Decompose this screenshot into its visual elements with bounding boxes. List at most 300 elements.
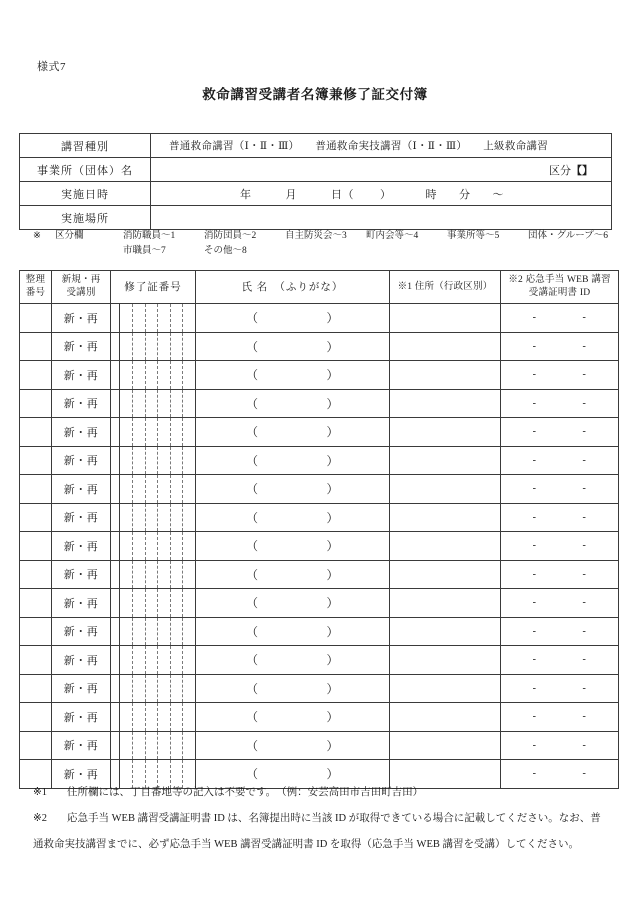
webid-dash-2: -	[582, 397, 587, 409]
roster-cell-webid-separators	[533, 312, 587, 323]
roster-cell-type[interactable]	[52, 332, 111, 361]
roster-cell-address[interactable]	[390, 731, 501, 760]
name-paren-open: （	[245, 767, 259, 782]
cert-grid-dashed-divider	[182, 361, 183, 389]
footnote-1-mark: ※1	[33, 787, 48, 798]
roster-cell-webid[interactable]	[501, 446, 619, 475]
roster-cell-name-furigana	[246, 338, 339, 355]
roster-cell-name[interactable]	[196, 617, 390, 646]
name-paren-open: （	[245, 710, 259, 725]
roster-cell-cert-number[interactable]	[111, 446, 196, 475]
name-paren-close: ）	[326, 567, 340, 582]
roster-cell-no[interactable]	[20, 446, 52, 475]
roster-cell-no[interactable]	[20, 418, 52, 447]
roster-cell-name[interactable]	[196, 418, 390, 447]
roster-cell-address[interactable]	[390, 646, 501, 675]
cert-grid-dashed-divider	[132, 561, 133, 589]
cert-grid-solid-divider	[119, 732, 120, 760]
webid-dash-2: -	[582, 739, 587, 751]
roster-cell-webid[interactable]	[501, 503, 619, 532]
cert-grid-dashed-divider	[170, 589, 171, 617]
webid-dash-2: -	[582, 369, 587, 381]
roster-cell-webid-separators	[533, 341, 587, 352]
roster-table-body	[20, 304, 619, 789]
roster-table	[19, 270, 619, 789]
cert-number-grid	[111, 732, 195, 760]
roster-cell-type[interactable]	[52, 503, 111, 532]
roster-cell-type[interactable]	[52, 674, 111, 703]
roster-cell-name[interactable]	[196, 503, 390, 532]
cert-grid-dashed-divider	[170, 675, 171, 703]
cert-grid-solid-divider	[119, 703, 120, 731]
datetime-month: 月	[285, 188, 297, 201]
header-label-datetime: 実施日時	[20, 182, 151, 206]
roster-cell-address[interactable]	[390, 304, 501, 333]
roster-cell-no[interactable]	[20, 389, 52, 418]
cert-grid-solid-divider	[119, 618, 120, 646]
roster-cell-webid-separators	[533, 369, 587, 380]
datetime-minute: 分	[459, 188, 471, 201]
kubun-legend-item-7: 市職員～7	[123, 246, 166, 256]
name-paren-close: ）	[326, 624, 340, 639]
roster-col-header-no	[20, 271, 52, 304]
roster-cell-name-furigana	[246, 423, 339, 440]
footnote-1	[33, 780, 603, 806]
course-type-option-1[interactable]: 普通救命講習（Ⅰ・Ⅱ・Ⅲ）	[169, 141, 300, 152]
cert-grid-dashed-divider	[170, 475, 171, 503]
roster-cell-no[interactable]	[20, 674, 52, 703]
cert-grid-dashed-divider	[157, 589, 158, 617]
roster-cell-address[interactable]	[390, 361, 501, 390]
name-paren-close: ）	[326, 596, 340, 611]
roster-cell-webid-separators	[533, 398, 587, 409]
cert-grid-dashed-divider	[170, 561, 171, 589]
name-paren-open: （	[245, 567, 259, 582]
roster-col-header-no-line1: 整理	[25, 275, 46, 285]
roster-cell-no[interactable]	[20, 332, 52, 361]
table-row	[20, 446, 619, 475]
roster-cell-no[interactable]	[20, 646, 52, 675]
kubun-legend-item-3: 自主防災会～3	[285, 231, 347, 241]
name-paren-close: ）	[326, 539, 340, 554]
roster-cell-type-label: 新・再	[63, 768, 99, 781]
roster-cell-webid[interactable]	[501, 560, 619, 589]
roster-cell-address[interactable]	[390, 703, 501, 732]
roster-cell-webid[interactable]	[501, 731, 619, 760]
roster-cell-name[interactable]	[196, 389, 390, 418]
roster-cell-cert-number[interactable]	[111, 475, 196, 504]
cert-grid-dashed-divider	[182, 561, 183, 589]
roster-cell-type-label: 新・再	[63, 626, 99, 639]
roster-cell-cert-number[interactable]	[111, 560, 196, 589]
roster-cell-cert-number[interactable]	[111, 589, 196, 618]
cert-grid-solid-divider	[119, 504, 120, 532]
roster-cell-webid[interactable]	[501, 532, 619, 561]
cert-grid-dashed-divider	[145, 447, 146, 475]
footnote-1-text: 住所欄には、丁目番地等の記入は不要です。 （例：安芸高田市吉田町吉田）	[67, 787, 424, 798]
webid-dash-1: -	[532, 483, 537, 495]
cert-number-grid	[111, 703, 195, 731]
cert-grid-dashed-divider	[182, 675, 183, 703]
roster-cell-name-furigana	[246, 623, 339, 640]
roster-cell-webid-separators	[533, 512, 587, 523]
roster-cell-webid-separators	[533, 683, 587, 694]
table-row	[20, 418, 619, 447]
header-row-organization	[20, 158, 612, 182]
roster-cell-webid-separators	[533, 426, 587, 437]
roster-cell-name[interactable]	[196, 589, 390, 618]
cert-grid-dashed-divider	[132, 732, 133, 760]
roster-cell-cert-number[interactable]	[111, 332, 196, 361]
roster-table-head	[20, 271, 619, 304]
cert-grid-dashed-divider	[132, 361, 133, 389]
footnotes	[33, 780, 603, 858]
roster-cell-type-label: 新・再	[63, 597, 99, 610]
table-row	[20, 646, 619, 675]
roster-cell-no[interactable]	[20, 703, 52, 732]
roster-cell-name-furigana	[246, 651, 339, 668]
roster-cell-name-furigana	[246, 395, 339, 412]
name-paren-open: （	[245, 453, 259, 468]
roster-cell-name[interactable]	[196, 361, 390, 390]
roster-cell-address[interactable]	[390, 617, 501, 646]
roster-cell-address[interactable]	[390, 332, 501, 361]
datetime-weekday-close: ）	[380, 188, 392, 201]
webid-dash-2: -	[582, 340, 587, 352]
cert-grid-dashed-divider	[182, 732, 183, 760]
roster-col-header-webid-line1: ※2 応急手当 WEB 講習	[508, 275, 611, 285]
roster-cell-webid[interactable]	[501, 332, 619, 361]
cert-number-grid	[111, 646, 195, 674]
name-paren-open: （	[245, 681, 259, 696]
cert-grid-dashed-divider	[132, 390, 133, 418]
roster-cell-address[interactable]	[390, 446, 501, 475]
roster-cell-type[interactable]	[52, 446, 111, 475]
kubun-field[interactable]	[549, 162, 593, 178]
roster-cell-webid[interactable]	[501, 589, 619, 618]
roster-cell-address[interactable]	[390, 560, 501, 589]
roster-cell-type[interactable]	[52, 418, 111, 447]
footnote-2	[33, 806, 603, 858]
header-row-datetime	[20, 182, 612, 206]
name-paren-close: ）	[326, 738, 340, 753]
cert-grid-dashed-divider	[145, 504, 146, 532]
kubun-legend-mark: ※	[33, 231, 41, 241]
cert-grid-solid-divider	[119, 447, 120, 475]
header-value-course-type[interactable]	[151, 134, 612, 158]
datetime-hour: 時	[425, 188, 437, 201]
course-type-option-2[interactable]: 普通救命実技講習（Ⅰ・Ⅱ・Ⅲ）	[315, 141, 468, 152]
roster-cell-cert-number[interactable]	[111, 532, 196, 561]
name-paren-close: ）	[326, 510, 340, 525]
roster-cell-webid-separators	[533, 654, 587, 665]
kubun-close-bracket: 】	[582, 164, 593, 177]
kubun-legend-item-2: 消防団員～2	[204, 231, 257, 241]
course-type-option-3[interactable]: 上級救命講習	[483, 141, 549, 152]
roster-cell-no[interactable]	[20, 560, 52, 589]
roster-cell-type-label: 新・再	[63, 483, 99, 496]
roster-cell-address[interactable]	[390, 475, 501, 504]
kubun-open-bracket: 【	[571, 164, 582, 177]
header-row-location	[20, 206, 612, 230]
cert-grid-dashed-divider	[145, 618, 146, 646]
webid-dash-2: -	[582, 511, 587, 523]
webid-dash-1: -	[532, 369, 537, 381]
cert-grid-dashed-divider	[182, 646, 183, 674]
cert-grid-dashed-divider	[170, 333, 171, 361]
roster-cell-name-furigana	[246, 452, 339, 469]
roster-cell-name[interactable]	[196, 560, 390, 589]
cert-number-grid	[111, 475, 195, 503]
name-paren-close: ）	[326, 339, 340, 354]
cert-grid-dashed-divider	[157, 561, 158, 589]
webid-dash-1: -	[532, 312, 537, 324]
roster-cell-type[interactable]	[52, 617, 111, 646]
roster-cell-no[interactable]	[20, 617, 52, 646]
roster-cell-address[interactable]	[390, 418, 501, 447]
table-row	[20, 731, 619, 760]
roster-cell-no[interactable]	[20, 503, 52, 532]
page-title: 救命講習受講者名簿兼修了証交付簿	[202, 87, 428, 102]
cert-grid-solid-divider	[119, 475, 120, 503]
roster-cell-type[interactable]	[52, 703, 111, 732]
roster-cell-webid[interactable]	[501, 475, 619, 504]
cert-grid-solid-divider	[119, 361, 120, 389]
roster-cell-no[interactable]	[20, 304, 52, 333]
roster-cell-cert-number[interactable]	[111, 389, 196, 418]
kubun-label: 区分	[549, 164, 571, 177]
cert-grid-dashed-divider	[182, 532, 183, 560]
roster-cell-name[interactable]	[196, 703, 390, 732]
roster-col-header-address: ※1 住所（行政区別）	[390, 271, 501, 304]
datetime-tilde: ～	[492, 188, 504, 201]
datetime-day: 日	[331, 188, 343, 201]
roster-cell-cert-number[interactable]	[111, 646, 196, 675]
name-paren-close: ）	[326, 710, 340, 725]
roster-cell-type[interactable]	[52, 389, 111, 418]
cert-number-grid	[111, 561, 195, 589]
name-paren-open: （	[245, 368, 259, 383]
webid-dash-2: -	[582, 454, 587, 466]
name-paren-close: ）	[326, 368, 340, 383]
roster-cell-address[interactable]	[390, 674, 501, 703]
cert-grid-dashed-divider	[132, 618, 133, 646]
cert-grid-dashed-divider	[145, 646, 146, 674]
roster-cell-name[interactable]	[196, 304, 390, 333]
roster-cell-name[interactable]	[196, 646, 390, 675]
roster-cell-webid-separators	[533, 455, 587, 466]
roster-col-header-no-line2: 番号	[25, 288, 46, 298]
cert-grid-solid-divider	[119, 418, 120, 446]
roster-cell-name-furigana	[246, 309, 339, 326]
roster-cell-webid[interactable]	[501, 703, 619, 732]
cert-grid-dashed-divider	[145, 361, 146, 389]
roster-cell-webid-separators	[533, 711, 587, 722]
name-paren-close: ）	[326, 681, 340, 696]
roster-cell-name-furigana	[246, 537, 339, 554]
cert-grid-dashed-divider	[182, 390, 183, 418]
name-paren-open: （	[245, 510, 259, 525]
roster-cell-type-label: 新・再	[63, 711, 99, 724]
cert-grid-dashed-divider	[145, 333, 146, 361]
webid-dash-2: -	[582, 540, 587, 552]
roster-cell-type[interactable]	[52, 475, 111, 504]
roster-cell-cert-number[interactable]	[111, 731, 196, 760]
roster-cell-name-furigana	[246, 509, 339, 526]
cert-grid-dashed-divider	[170, 447, 171, 475]
table-row	[20, 617, 619, 646]
roster-col-header-name: 氏 名 （ふりがな）	[196, 271, 390, 304]
roster-cell-webid[interactable]	[501, 646, 619, 675]
datetime-year: 年	[240, 188, 252, 201]
roster-cell-cert-number[interactable]	[111, 503, 196, 532]
roster-cell-type-label: 新・再	[63, 654, 99, 667]
webid-dash-1: -	[532, 397, 537, 409]
roster-cell-cert-number[interactable]	[111, 304, 196, 333]
roster-cell-webid-separators	[533, 768, 587, 779]
name-paren-close: ）	[326, 396, 340, 411]
roster-cell-type[interactable]	[52, 731, 111, 760]
roster-cell-address[interactable]	[390, 532, 501, 561]
cert-grid-dashed-divider	[157, 532, 158, 560]
header-value-datetime[interactable]	[151, 182, 612, 206]
roster-cell-name[interactable]	[196, 674, 390, 703]
roster-cell-type[interactable]	[52, 532, 111, 561]
cert-grid-dashed-divider	[157, 703, 158, 731]
roster-cell-webid[interactable]	[501, 304, 619, 333]
roster-cell-cert-number[interactable]	[111, 361, 196, 390]
roster-cell-webid-separators	[533, 740, 587, 751]
cert-number-grid	[111, 304, 195, 332]
cert-grid-dashed-divider	[132, 675, 133, 703]
roster-cell-webid[interactable]	[501, 674, 619, 703]
table-row	[20, 532, 619, 561]
cert-grid-dashed-divider	[170, 703, 171, 731]
cert-grid-dashed-divider	[132, 646, 133, 674]
roster-col-header-type	[52, 271, 111, 304]
roster-cell-name[interactable]	[196, 446, 390, 475]
roster-cell-webid[interactable]	[501, 418, 619, 447]
roster-cell-address[interactable]	[390, 389, 501, 418]
name-paren-close: ）	[326, 425, 340, 440]
roster-cell-name[interactable]	[196, 731, 390, 760]
roster-cell-webid[interactable]	[501, 617, 619, 646]
roster-cell-no[interactable]	[20, 475, 52, 504]
roster-header-row	[20, 271, 619, 304]
cert-grid-dashed-divider	[145, 475, 146, 503]
table-row	[20, 703, 619, 732]
header-table	[19, 133, 612, 230]
webid-dash-2: -	[582, 654, 587, 666]
kubun-legend-item-6: 団体・グループ～6	[528, 231, 608, 241]
cert-grid-dashed-divider	[157, 361, 158, 389]
roster-cell-cert-number[interactable]	[111, 674, 196, 703]
cert-grid-dashed-divider	[132, 703, 133, 731]
roster-cell-no[interactable]	[20, 731, 52, 760]
roster-cell-type-label: 新・再	[63, 398, 99, 411]
webid-dash-2: -	[582, 426, 587, 438]
roster-cell-type[interactable]	[52, 646, 111, 675]
roster-cell-type[interactable]	[52, 304, 111, 333]
roster-cell-type[interactable]	[52, 560, 111, 589]
cert-number-grid	[111, 390, 195, 418]
cert-number-grid	[111, 361, 195, 389]
roster-cell-type[interactable]	[52, 361, 111, 390]
cert-grid-dashed-divider	[132, 418, 133, 446]
roster-cell-name[interactable]	[196, 332, 390, 361]
roster-cell-name-furigana	[246, 680, 339, 697]
webid-dash-2: -	[582, 768, 587, 780]
roster-cell-name[interactable]	[196, 475, 390, 504]
cert-grid-dashed-divider	[182, 333, 183, 361]
webid-dash-1: -	[532, 340, 537, 352]
cert-grid-dashed-divider	[170, 732, 171, 760]
cert-grid-dashed-divider	[182, 504, 183, 532]
cert-grid-dashed-divider	[132, 333, 133, 361]
webid-dash-1: -	[532, 568, 537, 580]
kubun-legend-line-2	[33, 244, 623, 259]
cert-grid-dashed-divider	[145, 589, 146, 617]
header-value-location[interactable]	[151, 206, 612, 230]
roster-cell-no[interactable]	[20, 589, 52, 618]
cert-grid-dashed-divider	[157, 504, 158, 532]
cert-grid-dashed-divider	[145, 675, 146, 703]
roster-cell-cert-number[interactable]	[111, 703, 196, 732]
roster-cell-type-label: 新・再	[63, 312, 99, 325]
webid-dash-1: -	[532, 711, 537, 723]
webid-dash-2: -	[582, 483, 587, 495]
cert-grid-solid-divider	[119, 333, 120, 361]
roster-cell-type-label: 新・再	[63, 341, 99, 354]
cert-grid-dashed-divider	[170, 304, 171, 332]
webid-dash-1: -	[532, 540, 537, 552]
roster-cell-webid[interactable]	[501, 389, 619, 418]
webid-dash-1: -	[532, 454, 537, 466]
roster-cell-address[interactable]	[390, 503, 501, 532]
table-row	[20, 560, 619, 589]
cert-grid-solid-divider	[119, 675, 120, 703]
name-paren-open: （	[245, 311, 259, 326]
cert-grid-dashed-divider	[170, 646, 171, 674]
roster-cell-type-label: 新・再	[63, 740, 99, 753]
cert-grid-dashed-divider	[157, 646, 158, 674]
roster-cell-address[interactable]	[390, 589, 501, 618]
roster-col-header-webid-line2: 受講証明書 ID	[528, 288, 591, 298]
name-paren-close: ）	[326, 767, 340, 782]
cert-grid-dashed-divider	[182, 589, 183, 617]
roster-cell-cert-number[interactable]	[111, 617, 196, 646]
roster-cell-name[interactable]	[196, 532, 390, 561]
kubun-legend-title: 区分欄	[55, 231, 84, 241]
roster-cell-webid[interactable]	[501, 361, 619, 390]
webid-dash-2: -	[582, 312, 587, 324]
cert-grid-solid-divider	[119, 589, 120, 617]
roster-cell-no[interactable]	[20, 361, 52, 390]
footnote-2-text: 応急手当 WEB 講習受講証明書 ID は、名簿提出時に当該 ID が取得できている場合に記載してください。なお、普通救命実技講習までに、必ず応急手当 WEB 講習受講証明書 ID を取得（応急手当 WEB 講習を受講）してください。	[33, 813, 601, 850]
roster-cell-cert-number[interactable]	[111, 418, 196, 447]
cert-grid-dashed-divider	[157, 618, 158, 646]
roster-cell-name-furigana	[246, 594, 339, 611]
roster-cell-type[interactable]	[52, 589, 111, 618]
cert-grid-solid-divider	[119, 390, 120, 418]
roster-cell-no[interactable]	[20, 532, 52, 561]
header-value-organization[interactable]	[151, 158, 612, 182]
roster-cell-webid-separators	[533, 483, 587, 494]
webid-dash-2: -	[582, 682, 587, 694]
kubun-legend-item-1: 消防職員～1	[123, 231, 176, 241]
cert-grid-dashed-divider	[132, 304, 133, 332]
roster-cell-webid-separators	[533, 569, 587, 580]
